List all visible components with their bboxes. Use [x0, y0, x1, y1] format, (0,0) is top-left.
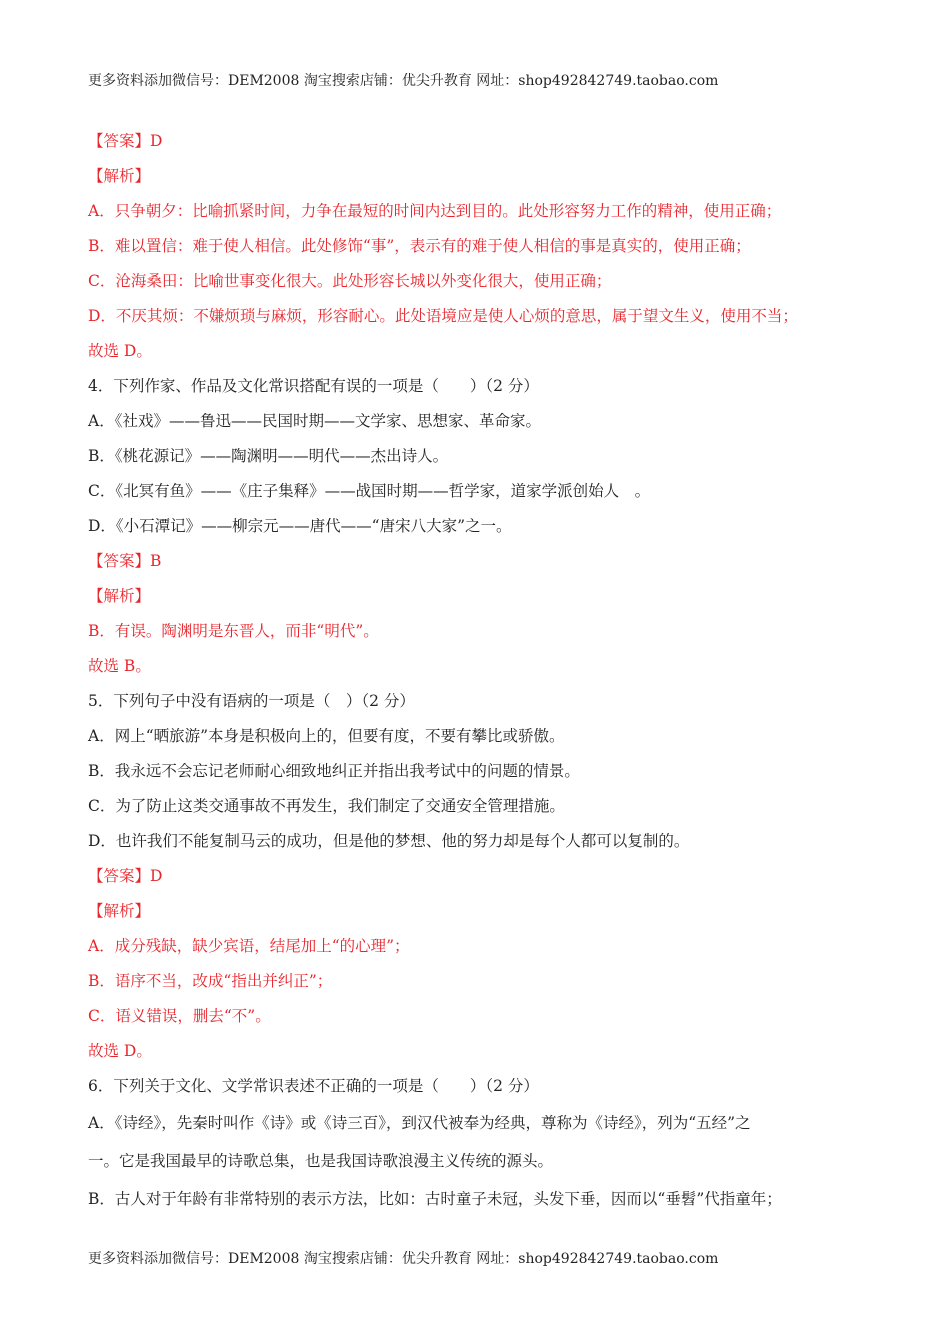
q4-analysis-b: B．有误。陶渊明是东晋人，而非“明代”。 [88, 622, 379, 640]
q5-analysis-label: 【解析】 [88, 902, 151, 920]
q3-analysis-label: 【解析】 [88, 167, 151, 185]
q5-analysis-b: B．语序不当，改成“指出并纠正”； [88, 972, 333, 990]
q3-analysis-d: D．不厌其烦：不嫌烦琐与麻烦，形容耐心。此处语境应是使人心烦的意思，属于望文生义，使用不当； [88, 307, 798, 325]
q3-analysis-a: A．只争朝夕：比喻抓紧时间，力争在最短的时间内达到目的。此处形容努力工作的精神，使用正确； [88, 202, 782, 220]
q5-conclusion: 故选 D。 [88, 1042, 152, 1060]
q4-analysis-label: 【解析】 [88, 587, 151, 605]
q5-option-b: B．我永远不会忘记老师耐心细致地纠正并指出我考试中的问题的情景。 [88, 762, 580, 780]
page-header: 更多资料添加微信号：DEM2008 淘宝搜索店铺：优尖升教育 网址：shop492842749.taobao.com [88, 73, 719, 89]
q6-option-b: B．古人对于年龄有非常特别的表示方法，比如：古时童子未冠，头发下垂，因而以“垂髫”代指童年； [88, 1190, 782, 1208]
q3-analysis-c: C．沧海桑田：比喻世事变化很大。此处形容长城以外变化很大，使用正确； [88, 272, 612, 290]
q5-analysis-c: C．语义错误，删去“不”。 [88, 1007, 271, 1025]
q3-analysis-b: B．难以置信：难于使人相信。此处修饰“事”，表示有的难于使人相信的事是真实的，使用正确； [88, 237, 751, 255]
q4-question: 4．下列作家、作品及文化常识搭配有误的一项是（ ）（2 分） [88, 377, 539, 395]
q4-option-d: D．《小石潭记》——柳宗元——唐代——“唐宋八大家”之一。 [88, 517, 512, 535]
document-body [88, 124, 858, 1218]
q6-question: 6．下列关于文化、文学常识表述不正确的一项是（ ）（2 分） [88, 1077, 539, 1095]
q6-option-a-line1: A．《诗经》，先秦时叫作《诗》或《诗三百》，到汉代被奉为经典，尊称为《诗经》，列为“五经”之 [88, 1114, 751, 1132]
q5-option-c: C．为了防止这类交通事故不再发生，我们制定了交通安全管理措施。 [88, 797, 565, 815]
page-footer: 更多资料添加微信号：DEM2008 淘宝搜索店铺：优尖升教育 网址：shop492842749.taobao.com [88, 1251, 719, 1267]
q4-answer: 【答案】B [88, 552, 162, 570]
q4-conclusion: 故选 B。 [88, 657, 151, 675]
q6-option-a-line2: 一。它是我国最早的诗歌总集，也是我国诗歌浪漫主义传统的源头。 [88, 1152, 554, 1170]
q4-option-c: C．《北冥有鱼》——《庄子集释》——战国时期——哲学家，道家学派创始人 。 [88, 482, 651, 500]
q4-option-a: A．《社戏》——鲁迅——民国时期——文学家、思想家、革命家。 [88, 412, 541, 430]
q3-answer: 【答案】D [88, 132, 163, 150]
q5-option-a: A．网上“晒旅游”本身是积极向上的，但要有度，不要有攀比或骄傲。 [88, 727, 565, 745]
q5-question: 5．下列句子中没有语病的一项是（ ）（2 分） [88, 692, 415, 710]
q5-analysis-a: A．成分残缺，缺少宾语，结尾加上“的心理”； [88, 937, 410, 955]
q5-option-d: D．也许我们不能复制马云的成功，但是他的梦想、他的努力却是每个人都可以复制的。 [88, 832, 690, 850]
q4-option-b: B．《桃花源记》——陶渊明——明代——杰出诗人。 [88, 447, 449, 465]
q3-conclusion: 故选 D。 [88, 342, 152, 360]
q5-answer: 【答案】D [88, 867, 163, 885]
